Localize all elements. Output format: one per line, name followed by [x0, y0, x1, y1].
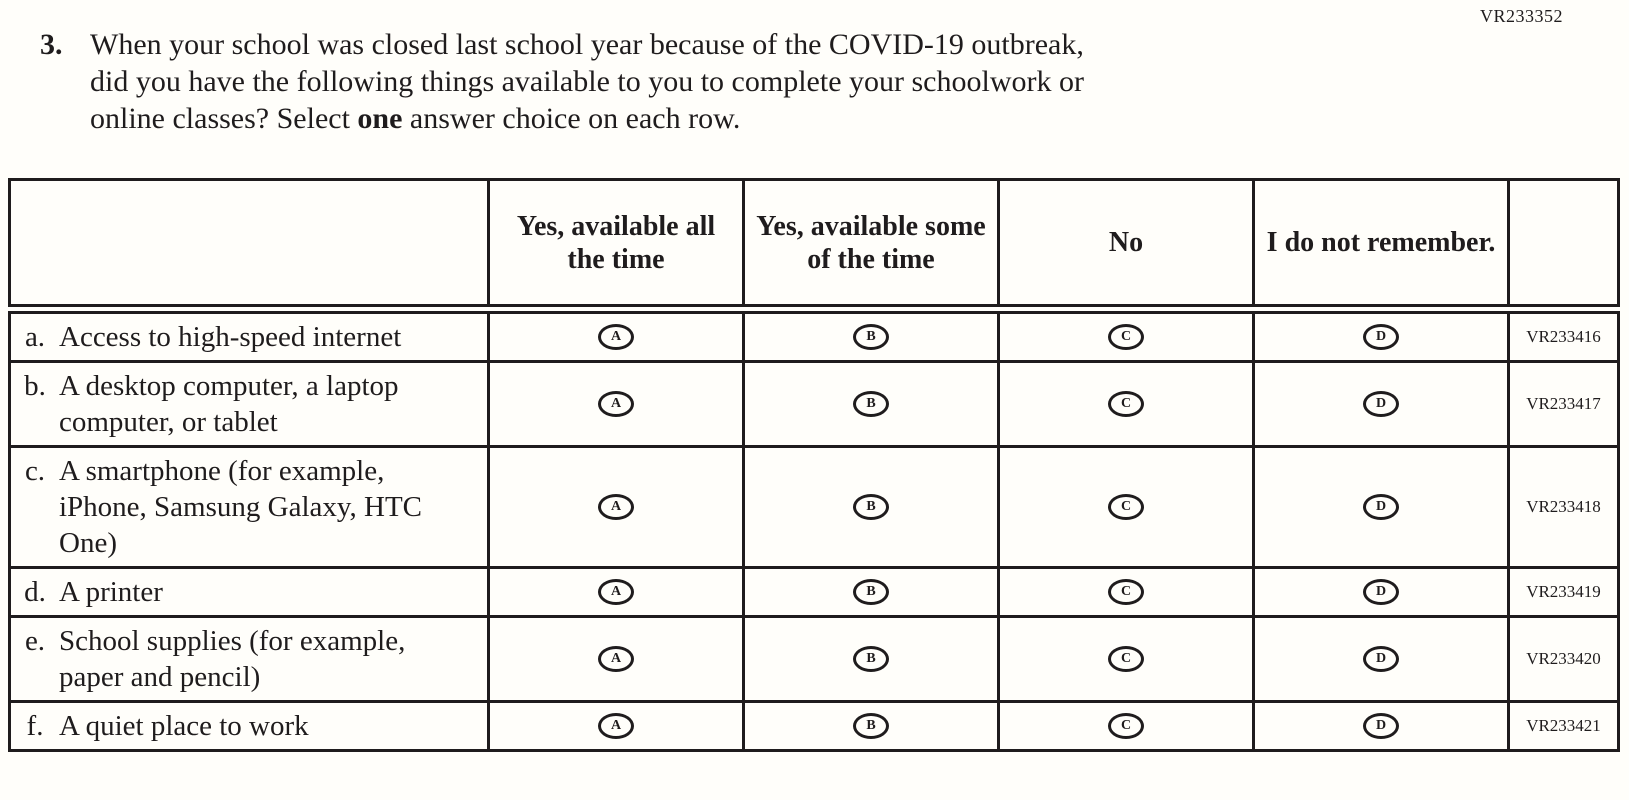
- item-letter: d.: [24, 576, 46, 608]
- item-letter: b.: [24, 370, 46, 402]
- bubble-cell-A: [489, 447, 744, 568]
- answer-bubble-D[interactable]: D: [1363, 494, 1399, 520]
- row-code: VR233418: [1509, 447, 1619, 568]
- bubble-cell-A: [489, 362, 744, 447]
- bubble-cell-B: [744, 617, 999, 702]
- item-label: A quiet place to work: [59, 710, 309, 742]
- question-line-3-bold: one: [357, 102, 403, 135]
- bubble-cell-B: [744, 447, 999, 568]
- bubble-cell-B: [744, 568, 999, 617]
- answer-bubble-C[interactable]: C: [1108, 494, 1144, 520]
- bubble-cell-A: [489, 568, 744, 617]
- answer-bubble-B[interactable]: B: [853, 494, 889, 520]
- answer-bubble-A[interactable]: A: [598, 324, 634, 350]
- column-header-3: No: [999, 180, 1254, 310]
- table-row-f: [10, 702, 1619, 751]
- bubble-cell-D: [1254, 447, 1509, 568]
- item-letter: c.: [24, 455, 46, 487]
- bubble-cell-B: [744, 362, 999, 447]
- item-label: A desktop computer, a laptop computer, or tablet: [59, 370, 399, 438]
- answer-bubble-A[interactable]: A: [598, 494, 634, 520]
- bubble-cell-C: [999, 309, 1254, 362]
- column-header-4: I do not remember.: [1254, 180, 1509, 310]
- answer-bubble-C[interactable]: C: [1108, 391, 1144, 417]
- question-number: 3.: [40, 28, 63, 61]
- answer-bubble-D[interactable]: D: [1363, 579, 1399, 605]
- bubble-cell-C: [999, 362, 1254, 447]
- answer-bubble-C[interactable]: C: [1108, 579, 1144, 605]
- bubble-cell-C: [999, 702, 1254, 751]
- answer-bubble-B[interactable]: B: [853, 646, 889, 672]
- answer-bubble-B[interactable]: B: [853, 391, 889, 417]
- table-row-e: [10, 617, 1619, 702]
- page-accession-code: VR233352: [1479, 6, 1563, 26]
- answer-bubble-A[interactable]: A: [598, 579, 634, 605]
- item-label: Access to high-speed internet: [59, 321, 402, 353]
- answer-bubble-B[interactable]: B: [853, 324, 889, 350]
- column-header-1: Yes, available all the time: [489, 180, 744, 310]
- question-line-2: did you have the following things available to you to complete your schoolwork or: [90, 65, 1084, 98]
- item-cell: [10, 447, 489, 568]
- item-cell: [10, 702, 489, 751]
- item-label: A printer: [59, 576, 163, 608]
- row-code: VR233417: [1509, 362, 1619, 447]
- bubble-cell-D: [1254, 617, 1509, 702]
- answer-bubble-D[interactable]: D: [1363, 646, 1399, 672]
- table-row-d: [10, 568, 1619, 617]
- row-code: VR233421: [1509, 702, 1619, 751]
- item-cell: [10, 568, 489, 617]
- question-text: [90, 26, 1084, 137]
- item-letter: e.: [24, 625, 46, 657]
- answer-bubble-D[interactable]: D: [1363, 713, 1399, 739]
- table-row-c: [10, 447, 1619, 568]
- table-body: [10, 309, 1619, 751]
- bubble-cell-A: [489, 309, 744, 362]
- answer-bubble-A[interactable]: A: [598, 391, 634, 417]
- bubble-cell-D: [1254, 309, 1509, 362]
- bubble-cell-D: [1254, 702, 1509, 751]
- answer-bubble-A[interactable]: A: [598, 646, 634, 672]
- bubble-cell-B: [744, 702, 999, 751]
- answer-bubble-D[interactable]: D: [1363, 391, 1399, 417]
- answer-bubble-A[interactable]: A: [598, 713, 634, 739]
- answer-bubble-D[interactable]: D: [1363, 324, 1399, 350]
- answer-grid-table: [8, 178, 1620, 752]
- item-cell: [10, 362, 489, 447]
- table-row-a: [10, 309, 1619, 362]
- bubble-cell-D: [1254, 568, 1509, 617]
- row-code: VR233420: [1509, 617, 1619, 702]
- item-cell: [10, 309, 489, 362]
- column-header-empty-5: [1509, 180, 1619, 310]
- item-label: A smartphone (for example, iPhone, Samsung Galaxy, HTC One): [59, 455, 423, 559]
- bubble-cell-A: [489, 702, 744, 751]
- bubble-cell-D: [1254, 362, 1509, 447]
- bubble-cell-C: [999, 617, 1254, 702]
- row-code: VR233419: [1509, 568, 1619, 617]
- item-cell: [10, 617, 489, 702]
- header-row: [10, 180, 1619, 310]
- bubble-cell-C: [999, 568, 1254, 617]
- question-block: [40, 26, 1084, 137]
- column-header-empty-0: [10, 180, 489, 310]
- bubble-cell-B: [744, 309, 999, 362]
- bubble-cell-A: [489, 617, 744, 702]
- item-letter: f.: [26, 710, 44, 742]
- column-header-2: Yes, available some of the time: [744, 180, 999, 310]
- item-label: School supplies (for example, paper and pencil): [59, 625, 406, 693]
- question-line-1: When your school was closed last school year because of the COVID-19 outbreak,: [90, 28, 1084, 61]
- bubble-cell-C: [999, 447, 1254, 568]
- answer-bubble-C[interactable]: C: [1108, 713, 1144, 739]
- table-row-b: [10, 362, 1619, 447]
- answer-bubble-B[interactable]: B: [853, 579, 889, 605]
- answer-bubble-C[interactable]: C: [1108, 324, 1144, 350]
- question-line-3-post: answer choice on each row.: [402, 102, 741, 135]
- question-line-3-pre: online classes? Select: [90, 102, 358, 135]
- item-letter: a.: [24, 321, 46, 353]
- answer-bubble-B[interactable]: B: [853, 713, 889, 739]
- row-code: VR233416: [1509, 309, 1619, 362]
- answer-bubble-C[interactable]: C: [1108, 646, 1144, 672]
